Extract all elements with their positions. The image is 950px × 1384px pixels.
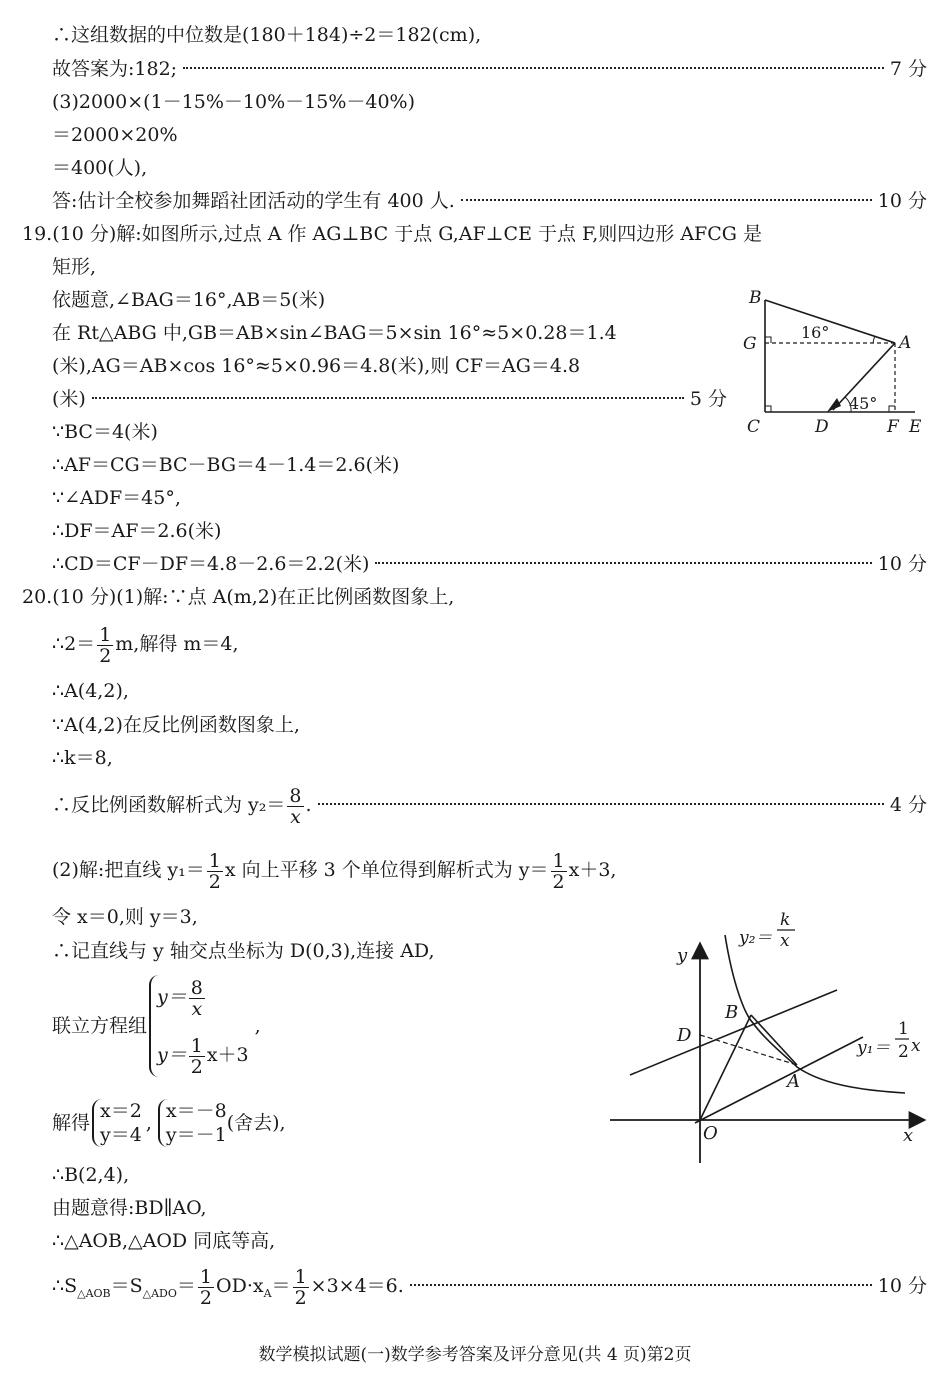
q20-line-2 [52, 622, 239, 666]
solution-1 [92, 1099, 142, 1147]
angle-arc-16 [873, 336, 875, 343]
q20-line-11-label: 解得 [52, 1112, 91, 1134]
score-10: 10 分 [877, 190, 927, 212]
q18-line-5: ＝400(人), [52, 157, 148, 179]
label-y2: y₂＝ [739, 928, 773, 948]
q18-line-3: (3)2000×(1－15%－10%－15%－40%) [52, 91, 416, 113]
q20-figure [605, 905, 940, 1170]
q20-line-6a: ∴反比例函数解析式为 y₂＝ [52, 794, 286, 816]
score-7: 7 分 [889, 58, 927, 80]
label-n1: 1 [898, 1019, 909, 1039]
leader-dots [410, 1284, 872, 1286]
fraction [287, 786, 303, 827]
q19-line-4: 在 Rt△ABG 中,GB＝AB×sin∠BAG＝5×sin 16°≈5×0.28＝1.4 [52, 322, 617, 344]
q20-line-10 [52, 970, 261, 1082]
q18-line-4: ＝2000×20% [52, 124, 178, 146]
right-angle-f [889, 406, 895, 412]
q20-line-6 [52, 783, 927, 827]
q20-line-11-rest: (舍去), [226, 1112, 286, 1134]
q18-line-6-text: 答:估计全校参加舞蹈社团活动的学生有 400 人. [52, 190, 455, 212]
q20-line-7b: x 向上平移 3 个单位得到解析式为 y＝ [224, 859, 549, 881]
label-d: D [677, 1025, 692, 1046]
score-4: 4 分 [889, 794, 927, 816]
numerator: 1 [294, 1265, 307, 1288]
line-ba [765, 300, 895, 343]
q20-line-8: 令 x＝0,则 y＝3, [52, 906, 198, 928]
leader-dots [461, 199, 872, 201]
right-angle-c [765, 406, 771, 412]
q20-line-10-comma: , [254, 1015, 261, 1037]
denominator [189, 999, 205, 1019]
q20-line-1: 20.(10 分)(1)解:∵点 A(m,2)在正比例函数图象上, [22, 586, 455, 608]
page-footer: 数学模拟试题(一)数学参考答案及评分意见(共 4 页)第2页 [258, 1345, 692, 1365]
line-ob [700, 1015, 751, 1120]
equation-1 [157, 975, 249, 1019]
q18-line-2 [52, 56, 927, 82]
subscript: △ADO [142, 1286, 177, 1300]
q20-line-2b: m,解得 m＝4, [115, 633, 239, 655]
fraction [293, 1267, 309, 1308]
q19-line-6 [52, 386, 727, 412]
denominator [287, 807, 303, 827]
leader-dots [375, 562, 871, 564]
numerator: 8 [190, 976, 203, 999]
q19-line-8: ∴AF＝CG＝BC－BG＝4－1.4＝2.6(米) [52, 454, 400, 476]
eq-part: ＝ [271, 1275, 291, 1297]
fraction [189, 978, 205, 1019]
q20-line-14: ∴△AOB,△AOD 同底等高, [52, 1230, 276, 1252]
q20-line-7a: (2)解:把直线 y₁＝ [52, 859, 205, 881]
fraction [189, 1036, 205, 1077]
q20-line-10-label: 联立方程组 [52, 1015, 148, 1037]
label-a: A [787, 1071, 800, 1092]
q20-line-3: ∴A(4,2), [52, 680, 129, 702]
label-d2: 2 [898, 1042, 909, 1062]
denominator: 2 [99, 644, 112, 667]
equation-2 [157, 1033, 249, 1077]
label-e: E [909, 417, 922, 437]
denominator-x: x [191, 997, 203, 1020]
q20-line-13: 由题意得:BD∥AO, [52, 1197, 207, 1219]
eq-part: OD·x [216, 1275, 264, 1297]
q20-line-9: ∴记直线与 y 轴交点坐标为 D(0,3),连接 AD, [52, 940, 435, 962]
q19-line-11 [52, 551, 927, 577]
q19-line-5: (米),AG＝AB×cos 16°≈5×0.96＝4.8(米),则 CF＝AG＝4.8 [52, 355, 581, 377]
q20-line-15-text [52, 1264, 404, 1316]
label-g: G [743, 334, 757, 354]
label-y: y [677, 945, 688, 966]
q19-line-11-text: ∴CD＝CF－DF＝4.8－2.6＝2.2(米) [52, 553, 370, 575]
q20-line-5: ∴k＝8, [52, 747, 113, 769]
label-y1x: x [911, 1036, 921, 1056]
numerator: 8 [289, 784, 302, 807]
line-ba [751, 1015, 797, 1065]
sol1-x: x＝2 [100, 1100, 142, 1122]
label-x: x [903, 1125, 914, 1146]
leader-dots [183, 67, 884, 69]
fraction [198, 1267, 214, 1308]
equation-system [149, 975, 249, 1077]
numerator: 1 [208, 849, 221, 872]
label-c: C [747, 417, 761, 437]
sol1-y: y＝4 [100, 1124, 142, 1146]
solution-separator: , [145, 1112, 152, 1134]
label-y1: y₁＝ [857, 1038, 891, 1058]
right-angle-g [765, 337, 771, 343]
label-d: D [815, 417, 829, 437]
q19-line-3: 依题意,∠BAG＝16°,AB＝5(米) [52, 289, 326, 311]
q20-line-11 [52, 1096, 286, 1150]
denominator: 2 [552, 870, 565, 893]
fraction [207, 851, 223, 892]
q20-line-6-text [52, 783, 312, 827]
eq2-rhs: x＋3 [206, 1044, 249, 1066]
label-b: B [749, 288, 762, 308]
label-angle-16: 16° [801, 323, 830, 342]
q20-line-6b: . [305, 794, 312, 816]
q19-line-10: ∴DF＝AF＝2.6(米) [52, 520, 222, 542]
q20-line-2a: ∴2＝ [52, 633, 96, 655]
numerator: 1 [99, 623, 112, 646]
eq1-lhs: y＝ [157, 986, 187, 1008]
q19-line-9: ∵∠ADF＝45°, [52, 487, 181, 509]
denominator: 2 [190, 1055, 203, 1078]
label-b: B [725, 1002, 739, 1023]
q19-line-7: ∵BC＝4(米) [52, 421, 158, 443]
q20-line-7c: x＋3, [568, 859, 617, 881]
q19-line-6-text: (米) [52, 388, 86, 410]
denominator: 2 [294, 1286, 307, 1309]
label-kx: x [780, 931, 790, 951]
denominator: 2 [208, 870, 221, 893]
eq-part: ＝S [110, 1275, 143, 1297]
eq-part: ×3×4＝6. [310, 1275, 404, 1297]
q20-line-7 [52, 848, 616, 892]
s-symbol: ∴S [52, 1275, 78, 1297]
denominator: 2 [199, 1286, 213, 1309]
denominator-x: x [290, 805, 301, 828]
sol2-y: y＝－1 [165, 1124, 227, 1146]
q20-line-4: ∵A(4,2)在反比例函数图象上, [52, 714, 300, 736]
sol2-x: x＝－8 [165, 1100, 227, 1122]
fraction [551, 851, 567, 892]
label-k: k [780, 910, 791, 930]
q18-line-6 [52, 188, 927, 214]
numerator: 1 [199, 1265, 213, 1288]
eq2-lhs: y＝ [157, 1044, 187, 1066]
label-angle-45: 45° [849, 394, 878, 413]
q18-line-1: ∴这组数据的中位数是(180＋184)÷2＝182(cm), [52, 24, 482, 46]
q19-line-1: 19.(10 分)解:如图所示,过点 A 作 AG⊥BC 于点 G,AF⊥CE 于点 F,则四边形 AFCG 是 [22, 223, 762, 245]
label-a: A [899, 333, 912, 353]
score-10: 10 分 [877, 1275, 927, 1297]
numerator: 1 [552, 849, 565, 872]
label-o: O [703, 1123, 718, 1144]
q20-line-12: ∴B(2,4), [52, 1164, 130, 1186]
eq-part: ＝ [176, 1275, 196, 1297]
leader-dots [318, 803, 884, 805]
q19-line-2: 矩形, [52, 256, 97, 278]
label-f: F [887, 417, 899, 437]
q19-figure [735, 285, 935, 445]
q20-line-15 [52, 1264, 927, 1316]
score-10: 10 分 [877, 553, 927, 575]
subscript: A [263, 1286, 272, 1300]
leader-dots [92, 397, 684, 399]
score-5: 5 分 [689, 388, 727, 410]
q18-line-2-text: 故答案为:182; [52, 58, 178, 80]
subscript: △AOB [77, 1286, 111, 1300]
solution-2 [158, 1099, 227, 1147]
curve-y2 [725, 935, 905, 1093]
fraction [97, 625, 113, 666]
numerator: 1 [190, 1034, 203, 1057]
